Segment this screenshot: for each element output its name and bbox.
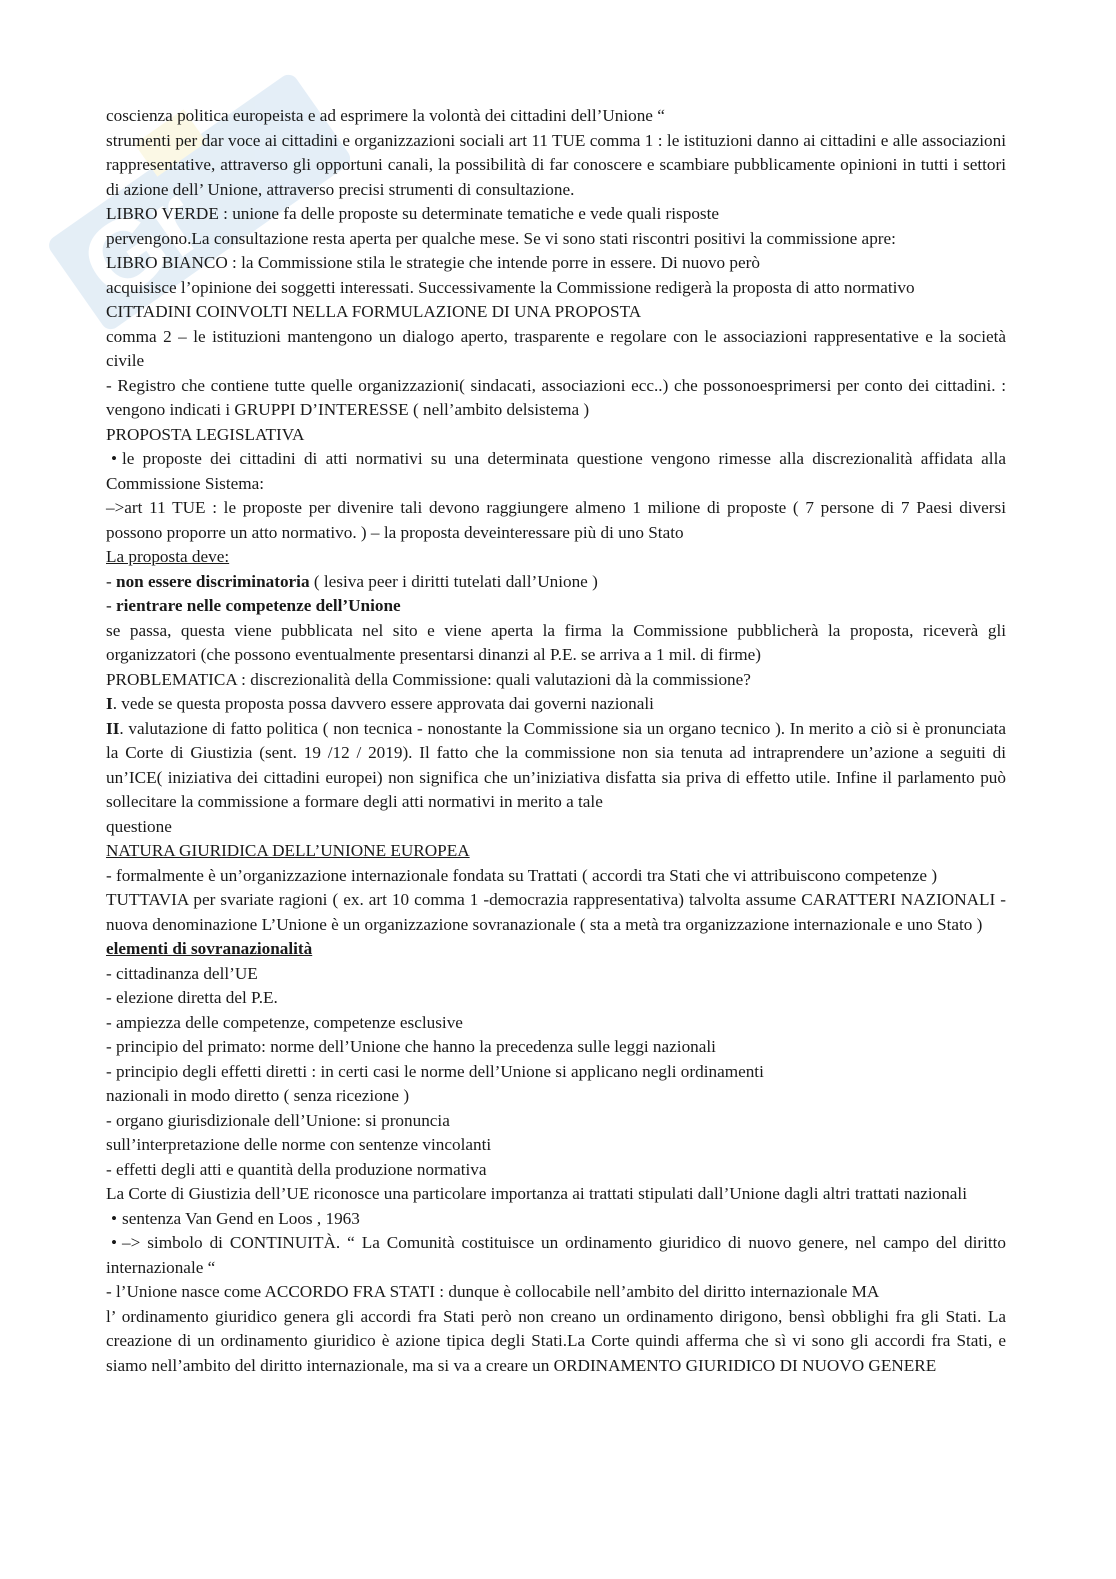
paragraph: acquisisce l’opinione dei soggetti interessati. Successivamente la Commissione redigerà la proposta di atto normativo bbox=[106, 277, 915, 297]
underlined-heading: NATURA GIURIDICA DELL’UNIONE EUROPEA bbox=[106, 841, 470, 860]
document-page bbox=[106, 104, 1006, 1378]
paragraph: strumenti per dar voce ai cittadini e organizzazioni sociali art 11 TUE comma 1 : le istituzioni danno ai cittadini e alle associazioni rappresentative, attraverso gli opportuni canali, la possibilità di far conoscere e scambiare pubblicamente opinioni in tutti i settori di azione dell’ Unione, attraverso precisi strumenti di consultazione. bbox=[106, 130, 1006, 199]
paragraph: PROBLEMATICA : discrezionalità della Commissione: quali valutazioni dà la commissione? bbox=[106, 669, 751, 689]
list-item: - cittadinanza dell’UE bbox=[106, 963, 258, 983]
bullet-item bbox=[106, 1207, 1006, 1232]
bullet-text: le proposte dei cittadini di atti normativi su una determinata questione vengono rimesse alla discrezionalità affidata alla Commissione Sistema: bbox=[106, 449, 1006, 493]
paragraph: coscienza politica europeista e ad esprimere la volontà dei cittadini dell’Unione “ bbox=[106, 106, 665, 125]
bullet-text: sentenza Van Gend en Loos , 1963 bbox=[122, 1208, 360, 1228]
numeral: I bbox=[106, 694, 113, 713]
numbered-text: . valutazione di fatto politica ( non tecnica - nonostante la Commissione sia un organo tecnico ). In merito a ciò si è pronunciata la Corte di Giustizia (sent. 19 /12 / 2019). Il fatto che la commissione non sia tenuta ad intraprendere un’azione a seguiti di un’ICE( iniziativa dei cittadini europei) non significa che un’iniziativa disfatta sia priva di effetto utile. Infine il parlamento può sollecitare la commissione a formare degli atti normativi in merito a tale bbox=[106, 718, 1006, 811]
numeral: II bbox=[106, 718, 120, 738]
list-item: - principio del primato: norme dell’Unione che hanno la precedenza sulle leggi nazionali bbox=[106, 1037, 716, 1056]
paragraph: LIBRO VERDE : unione fa delle proposte su determinate tematiche e vede quali risposte bbox=[106, 204, 720, 223]
bullet-marker: • bbox=[110, 1233, 118, 1252]
list-item bbox=[106, 570, 1006, 595]
list-item bbox=[106, 594, 1006, 619]
numbered-item bbox=[106, 692, 1006, 717]
list-item: - effetti degli atti e quantità della produzione normativa bbox=[106, 1159, 487, 1179]
heading: CITTADINI COINVOLTI NELLA FORMULAZIONE DI UNA PROPOSTA bbox=[106, 302, 642, 321]
numbered-text: . vede se questa proposta possa davvero essere approvata dai governi nazionali bbox=[112, 694, 654, 713]
heading: PROPOSTA LEGISLATIVA bbox=[106, 424, 305, 444]
list-item: - principio degli effetti diretti : in certi casi le norme dell’Unione si applicano negli ordinamenti bbox=[106, 1061, 764, 1081]
bullet-marker: • bbox=[110, 449, 118, 468]
paragraph: pervengono.La consultazione resta aperta per qualche mese. Se vi sono stati riscontri positivi la commissione apre: bbox=[106, 228, 896, 248]
list-prefix: - bbox=[106, 596, 117, 615]
bullet-item bbox=[106, 1231, 1006, 1280]
numbered-item bbox=[106, 717, 1006, 815]
bold-text: non essere discriminatoria bbox=[116, 571, 310, 591]
paragraph: La Corte di Giustizia dell’UE riconosce una particolare importanza ai trattati stipulati dall’Unione dagli altri trattati nazionali bbox=[106, 1184, 967, 1203]
list-prefix: - bbox=[106, 571, 117, 591]
bullet-marker: • bbox=[110, 1208, 118, 1228]
paragraph: l’ ordinamento giuridico genera gli accordi fra Stati però non creano un ordinamento dirigono, bensì obblighi fra gli Stati. La creazione di un ordinamento giuridico è azione tipica degli Stati.La Corte quindi afferma che sì vi sono gli accordi fra Stati, e siamo nell’ambito del diritto internazionale, ma si va a creare un ORDINAMENTO GIURIDICO DI NUOVO GENERE bbox=[106, 1306, 1006, 1375]
paragraph: sull’interpretazione delle norme con sentenze vincolanti bbox=[106, 1135, 492, 1154]
paragraph: nazionali in modo diretto ( senza ricezione ) bbox=[106, 1086, 410, 1105]
bullet-item bbox=[106, 447, 1006, 496]
paragraph: questione bbox=[106, 816, 172, 836]
paragraph: - formalmente è un’organizzazione internazionale fondata su Trattati ( accordi tra Stati che vi attribuiscono competenze ) bbox=[106, 865, 938, 885]
paragraph: –>art 11 TUE : le proposte per divenire tali devono raggiungere almeno 1 milione di proposte ( 7 persone di 7 Paesi diversi possono proporre un atto normativo. ) – la proposta deveinteressare più di uno Stato bbox=[106, 498, 1006, 542]
list-item: - organo giurisdizionale dell’Unione: si pronuncia bbox=[106, 1110, 450, 1130]
underlined-heading: La proposta deve: bbox=[106, 547, 230, 566]
bullet-text: –> simbolo di CONTINUITÀ. “ La Comunità costituisce un ordinamento giuridico di nuovo genere, nel campo del diritto internazionale “ bbox=[106, 1233, 1006, 1277]
paragraph: se passa, questa viene pubblicata nel sito e viene aperta la firma la Commissione pubblicherà la proposta, riceverà gli organizzatori (che possono eventualmente presentarsi dinanzi al P.E. se arriva a 1 mil. di firme) bbox=[106, 620, 1006, 664]
bold-underlined-heading: elementi di sovranazionalità bbox=[106, 939, 313, 958]
paragraph: LIBRO BIANCO : la Commissione stila le strategie che intende porre in essere. Di nuovo però bbox=[106, 253, 760, 272]
list-item: - elezione diretta del P.E. bbox=[106, 988, 278, 1007]
list-text: ( lesiva peer i diritti tutelati dall’Unione ) bbox=[309, 571, 598, 591]
watermark-logo-text: Gr bbox=[61, 164, 222, 324]
paragraph: - Registro che contiene tutte quelle organizzazioni( sindacati, associazioni ecc..) che possonoesprimersi per conto dei cittadini. : vengono indicati i GRUPPI D’INTERESSE ( nell’ambito delsistema ) bbox=[106, 375, 1006, 419]
paragraph: comma 2 – le istituzioni mantengono un dialogo aperto, trasparente e regolare con le associazioni rappresentative e la società civile bbox=[106, 326, 1006, 370]
list-item: - ampiezza delle competenze, competenze esclusive bbox=[106, 1012, 463, 1032]
paragraph: TUTTAVIA per svariate ragioni ( ex. art 10 comma 1 -democrazia rappresentativa) talvolta assume CARATTERI NAZIONALI - nuova denominazione L’Unione è un organizzazione sovranazionale ( sta a metà tra organizzazione internazionale e uno Stato ) bbox=[106, 890, 1006, 934]
bold-text: rientrare nelle competenze dell’Unione bbox=[116, 596, 401, 615]
paragraph: - l’Unione nasce come ACCORDO FRA STATI : dunque è collocabile nell’ambito del diritto internazionale MA bbox=[106, 1282, 880, 1301]
